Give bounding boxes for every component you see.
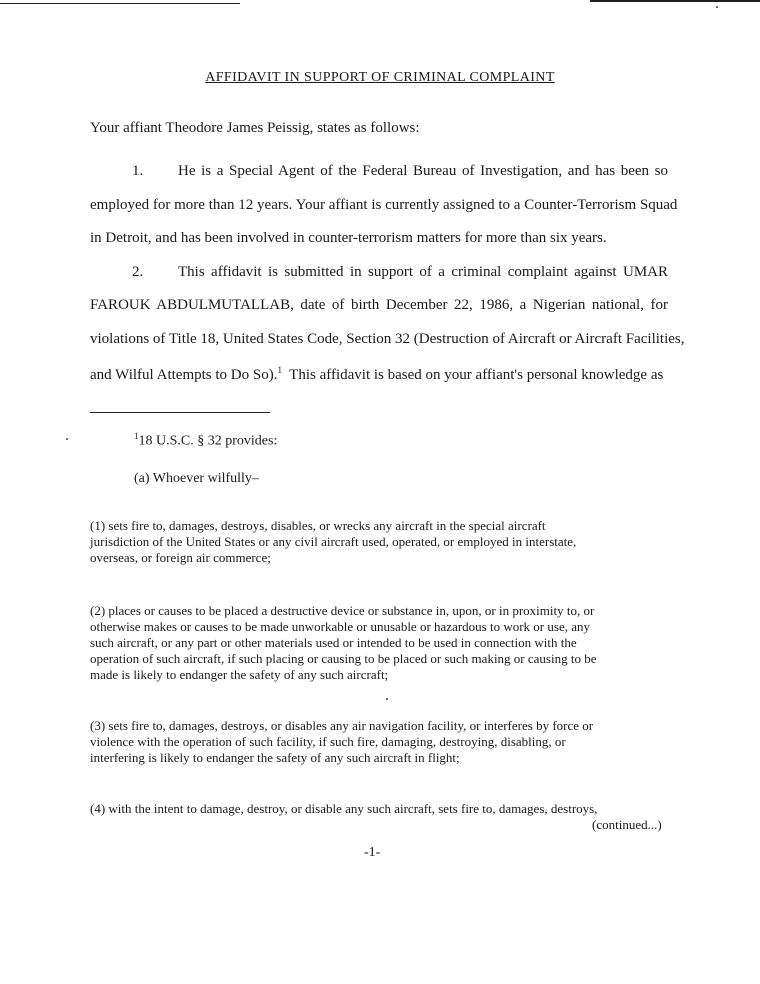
footnote-line: jurisdiction of the United States or any civil aircraft used, operated, or employed in interstate, — [90, 534, 577, 549]
footnote-statute — [134, 431, 277, 450]
paragraph-1-line: He is a Special Agent of the Federal Bureau of Investigation, and has been so — [178, 163, 668, 179]
paragraph-2-line-text: and Wilful Attempts to Do So). — [90, 367, 278, 383]
top-edge-line-right — [590, 0, 760, 2]
footnote-line: made is likely to endanger the safety of any such aircraft; — [90, 667, 389, 682]
paragraph-1-line: employed for more than 12 years. Your affiant is currently assigned to a Counter-Terrorism Squad — [90, 197, 678, 213]
scan-speck — [716, 6, 718, 8]
footnote-continued: (continued...) — [592, 817, 662, 832]
footnote-line: (1) sets fire to, damages, destroys, disables, or wrecks any aircraft in the special aircraft — [90, 518, 546, 533]
scan-speck — [386, 698, 388, 700]
footnote-subsection-a: (a) Whoever wilfully– — [134, 471, 259, 486]
footnote-reference: 1 — [277, 365, 282, 375]
page-number: -1- — [364, 845, 381, 860]
footnote-item-1 — [90, 518, 576, 566]
footnote-line: operation of such aircraft, if such placing or causing to be placed or such making or causing to be — [90, 651, 597, 666]
footnote-line: overseas, or foreign air commerce; — [90, 550, 271, 565]
intro-line: Your affiant Theodore James Peissig, states as follows: — [90, 120, 420, 136]
footnote-line: otherwise makes or causes to be made unworkable or unusable or hazardous to work or use, any — [90, 619, 590, 634]
footnote-line: such aircraft, or any part or other materials used or intended to be used in connection with the — [90, 635, 577, 650]
footnote-marker: 1 — [134, 431, 139, 441]
paragraph-2-number: 2. — [132, 264, 144, 280]
paragraph-2-line-text: This affidavit is based on your affiant's personal knowledge as — [281, 367, 664, 383]
document-title: AFFIDAVIT IN SUPPORT OF CRIMINAL COMPLAINT — [205, 70, 555, 85]
paragraph-2-line: This affidavit is submitted in support of a criminal complaint against UMAR — [178, 264, 668, 280]
paragraph-2-line: FAROUK ABDULMUTALLAB, date of birth December 22, 1986, a Nigerian national, for — [90, 297, 668, 313]
paragraph-2-line — [90, 365, 663, 384]
paragraph-1-number: 1. — [132, 163, 144, 179]
scan-speck — [66, 438, 68, 440]
footnote-line: (4) with the intent to damage, destroy, or disable any such aircraft, sets fire to, damages, destroys, — [90, 801, 598, 816]
footnote-line: (2) places or causes to be placed a destructive device or substance in, upon, or in proximity to, or — [90, 603, 595, 618]
paragraph-2-line: violations of Title 18, United States Code, Section 32 (Destruction of Aircraft or Aircraft Facilities, — [90, 331, 685, 347]
footnote-statute-text: 18 U.S.C. § 32 provides: — [138, 433, 278, 449]
footnote-item-4 — [90, 801, 597, 817]
footnote-line: violence with the operation of such facility, if such fire, damaging, destroying, disabling, or — [90, 734, 566, 749]
footnote-separator — [90, 412, 270, 413]
footnote-item-3 — [90, 718, 593, 766]
footnote-line: interfering is likely to endanger the safety of any such aircraft in flight; — [90, 750, 460, 765]
footnote-line: (3) sets fire to, damages, destroys, or disables any air navigation facility, or interferes by force or — [90, 718, 594, 733]
paragraph-1-line: in Detroit, and has been involved in counter-terrorism matters for more than six years. — [90, 230, 607, 246]
footnote-item-2 — [90, 603, 596, 683]
top-edge-line — [0, 3, 240, 4]
